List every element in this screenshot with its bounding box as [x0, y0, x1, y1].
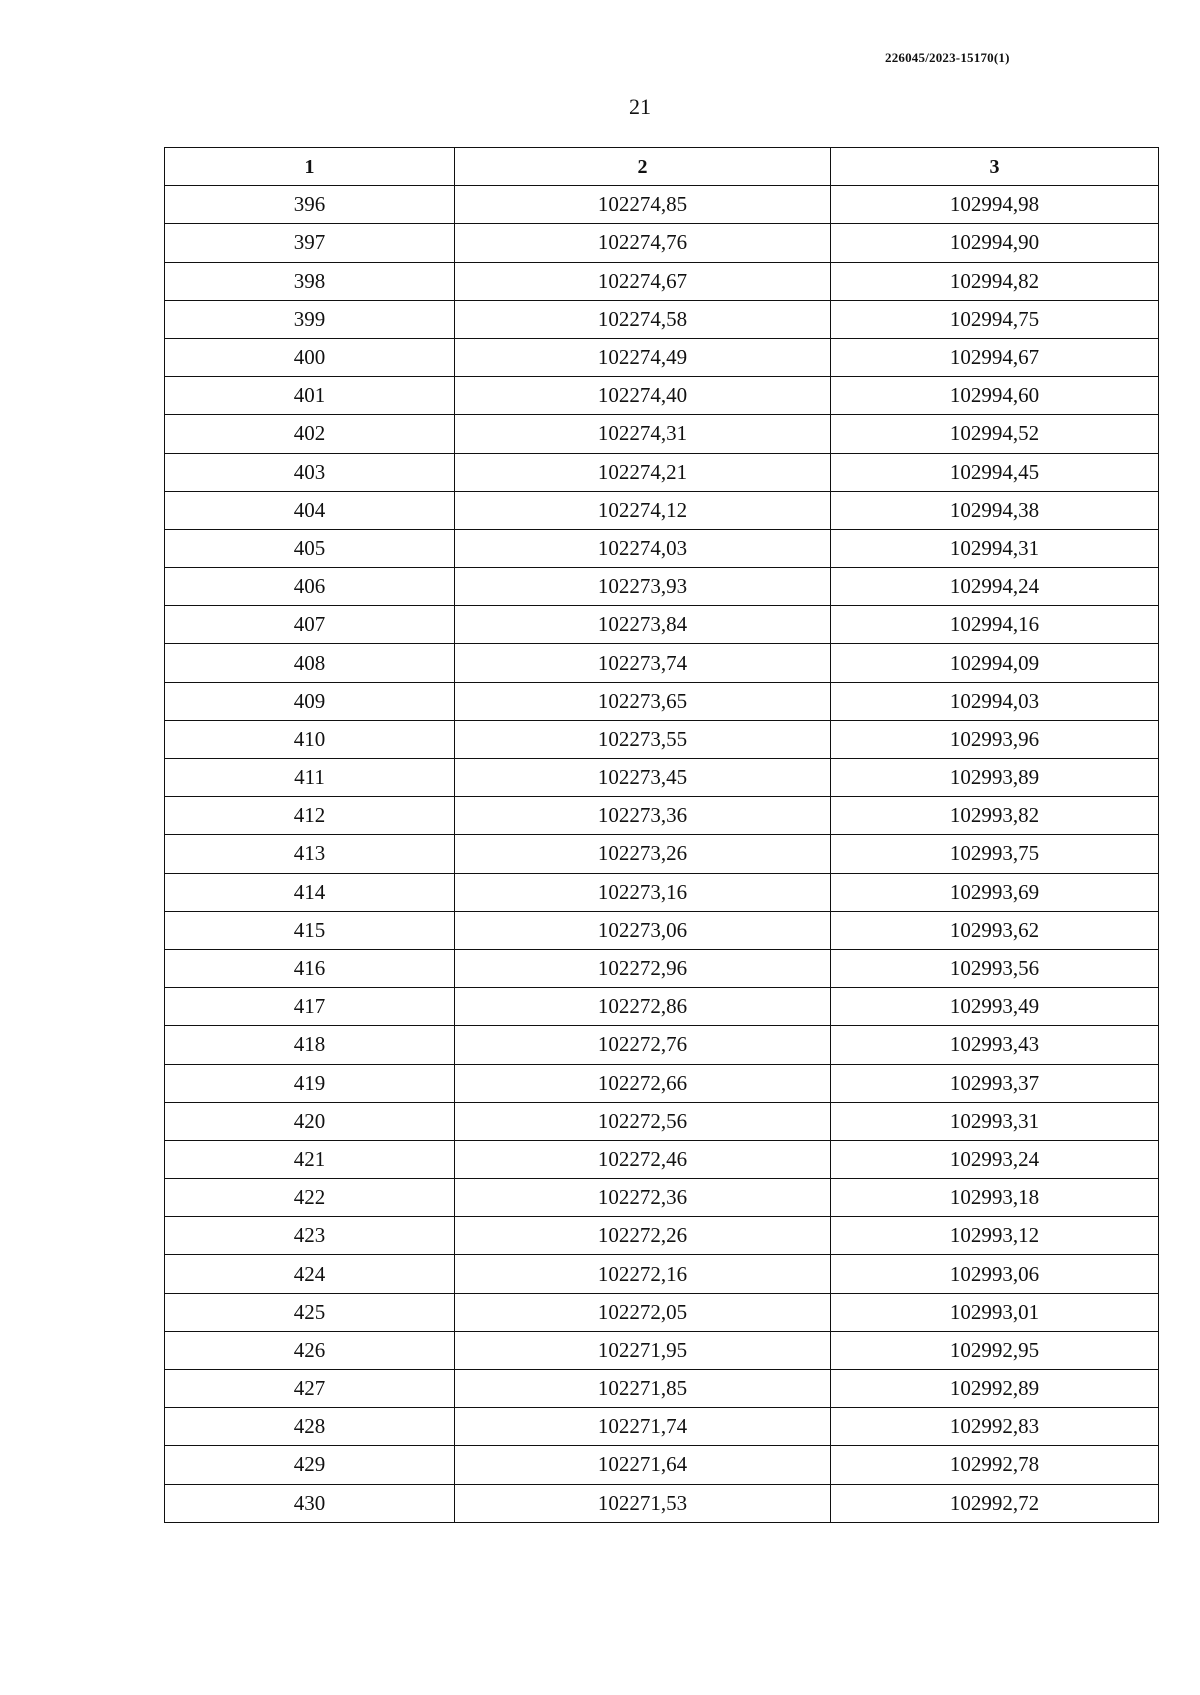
document-id: 226045/2023-15170(1) [885, 50, 1010, 65]
coordinate-y-cell: 102993,06 [831, 1255, 1159, 1293]
coordinate-x-cell: 102271,53 [455, 1484, 831, 1522]
table-row [165, 682, 1159, 720]
table-body [165, 186, 1159, 1523]
table-row [165, 911, 1159, 949]
coordinate-y-cell: 102994,24 [831, 568, 1159, 606]
coordinate-x-cell: 102272,66 [455, 1064, 831, 1102]
point-number-cell: 402 [165, 415, 455, 453]
point-number-cell: 429 [165, 1446, 455, 1484]
point-number-cell: 407 [165, 606, 455, 644]
coordinate-x-cell: 102272,16 [455, 1255, 831, 1293]
coordinate-y-cell: 102993,12 [831, 1217, 1159, 1255]
coordinate-y-cell: 102994,03 [831, 682, 1159, 720]
point-number-cell: 430 [165, 1484, 455, 1522]
coordinate-y-cell: 102992,95 [831, 1331, 1159, 1369]
coordinate-y-cell: 102994,38 [831, 491, 1159, 529]
table-row [165, 797, 1159, 835]
coordinate-y-cell: 102993,96 [831, 720, 1159, 758]
table-row [165, 988, 1159, 1026]
coordinates-table [164, 147, 1159, 1523]
point-number-cell: 420 [165, 1102, 455, 1140]
coordinate-x-cell: 102272,56 [455, 1102, 831, 1140]
point-number-cell: 397 [165, 224, 455, 262]
point-number-cell: 415 [165, 911, 455, 949]
point-number-cell: 398 [165, 262, 455, 300]
table-row [165, 338, 1159, 376]
point-number-cell: 396 [165, 186, 455, 224]
coordinate-x-cell: 102273,93 [455, 568, 831, 606]
table-row [165, 415, 1159, 453]
coordinate-y-cell: 102993,75 [831, 835, 1159, 873]
table-row [165, 262, 1159, 300]
coordinate-y-cell: 102994,98 [831, 186, 1159, 224]
point-number-cell: 414 [165, 873, 455, 911]
coordinate-x-cell: 102272,96 [455, 949, 831, 987]
table-row [165, 759, 1159, 797]
coordinate-x-cell: 102273,84 [455, 606, 831, 644]
coordinate-y-cell: 102994,75 [831, 300, 1159, 338]
coordinate-x-cell: 102274,76 [455, 224, 831, 262]
coordinate-x-cell: 102274,40 [455, 377, 831, 415]
table-row [165, 1370, 1159, 1408]
coordinate-x-cell: 102273,06 [455, 911, 831, 949]
column-header-1: 1 [165, 148, 455, 186]
table-row [165, 491, 1159, 529]
coordinate-x-cell: 102273,26 [455, 835, 831, 873]
coordinate-y-cell: 102994,31 [831, 529, 1159, 567]
point-number-cell: 427 [165, 1370, 455, 1408]
coordinate-x-cell: 102274,49 [455, 338, 831, 376]
coordinate-y-cell: 102992,72 [831, 1484, 1159, 1522]
point-number-cell: 418 [165, 1026, 455, 1064]
table-row [165, 1064, 1159, 1102]
coordinate-x-cell: 102274,31 [455, 415, 831, 453]
coordinate-y-cell: 102992,78 [831, 1446, 1159, 1484]
coordinate-x-cell: 102274,21 [455, 453, 831, 491]
point-number-cell: 428 [165, 1408, 455, 1446]
coordinate-y-cell: 102993,69 [831, 873, 1159, 911]
coordinate-y-cell: 102993,31 [831, 1102, 1159, 1140]
table-row [165, 1484, 1159, 1522]
coordinate-x-cell: 102273,45 [455, 759, 831, 797]
coordinate-x-cell: 102271,95 [455, 1331, 831, 1369]
coordinate-x-cell: 102273,65 [455, 682, 831, 720]
coordinate-x-cell: 102272,05 [455, 1293, 831, 1331]
point-number-cell: 408 [165, 644, 455, 682]
coordinate-x-cell: 102272,76 [455, 1026, 831, 1064]
coordinate-y-cell: 102992,89 [831, 1370, 1159, 1408]
coordinate-x-cell: 102274,58 [455, 300, 831, 338]
coordinate-y-cell: 102993,82 [831, 797, 1159, 835]
column-header-3: 3 [831, 148, 1159, 186]
coordinate-x-cell: 102271,85 [455, 1370, 831, 1408]
page-number: 21 [629, 94, 651, 119]
coordinate-x-cell: 102273,55 [455, 720, 831, 758]
table-row [165, 644, 1159, 682]
coordinate-y-cell: 102994,09 [831, 644, 1159, 682]
point-number-cell: 419 [165, 1064, 455, 1102]
coordinate-y-cell: 102993,56 [831, 949, 1159, 987]
coordinate-x-cell: 102273,36 [455, 797, 831, 835]
table-row [165, 835, 1159, 873]
point-number-cell: 406 [165, 568, 455, 606]
coordinate-y-cell: 102993,01 [831, 1293, 1159, 1331]
coordinate-x-cell: 102274,67 [455, 262, 831, 300]
table-row [165, 300, 1159, 338]
coordinate-y-cell: 102994,90 [831, 224, 1159, 262]
coordinate-y-cell: 102994,45 [831, 453, 1159, 491]
table-row [165, 529, 1159, 567]
header-row [165, 148, 1159, 186]
table-row [165, 1140, 1159, 1178]
coordinate-x-cell: 102274,12 [455, 491, 831, 529]
table-row [165, 1217, 1159, 1255]
coordinate-y-cell: 102994,67 [831, 338, 1159, 376]
table-row [165, 453, 1159, 491]
table-row [165, 1446, 1159, 1484]
point-number-cell: 403 [165, 453, 455, 491]
point-number-cell: 413 [165, 835, 455, 873]
point-number-cell: 423 [165, 1217, 455, 1255]
coordinate-x-cell: 102272,46 [455, 1140, 831, 1178]
table-row [165, 568, 1159, 606]
table-row [165, 1293, 1159, 1331]
point-number-cell: 405 [165, 529, 455, 567]
table-row [165, 186, 1159, 224]
point-number-cell: 416 [165, 949, 455, 987]
table-row [165, 1255, 1159, 1293]
point-number-cell: 426 [165, 1331, 455, 1369]
table-row [165, 949, 1159, 987]
coordinate-y-cell: 102993,62 [831, 911, 1159, 949]
table-row [165, 377, 1159, 415]
point-number-cell: 424 [165, 1255, 455, 1293]
table-row [165, 1026, 1159, 1064]
coordinate-y-cell: 102994,16 [831, 606, 1159, 644]
table-row [165, 224, 1159, 262]
point-number-cell: 409 [165, 682, 455, 720]
table-row [165, 720, 1159, 758]
coordinate-x-cell: 102273,74 [455, 644, 831, 682]
point-number-cell: 410 [165, 720, 455, 758]
point-number-cell: 412 [165, 797, 455, 835]
table-row [165, 606, 1159, 644]
coordinate-y-cell: 102994,82 [831, 262, 1159, 300]
coordinate-x-cell: 102271,64 [455, 1446, 831, 1484]
point-number-cell: 399 [165, 300, 455, 338]
table-header [165, 148, 1159, 186]
coordinate-x-cell: 102273,16 [455, 873, 831, 911]
table-row [165, 1179, 1159, 1217]
table-row [165, 1102, 1159, 1140]
coordinate-y-cell: 102992,83 [831, 1408, 1159, 1446]
coordinate-y-cell: 102993,24 [831, 1140, 1159, 1178]
coordinate-y-cell: 102993,49 [831, 988, 1159, 1026]
coordinate-x-cell: 102272,86 [455, 988, 831, 1026]
coordinate-y-cell: 102994,60 [831, 377, 1159, 415]
coordinate-x-cell: 102274,03 [455, 529, 831, 567]
table-row [165, 873, 1159, 911]
point-number-cell: 421 [165, 1140, 455, 1178]
point-number-cell: 401 [165, 377, 455, 415]
coordinate-x-cell: 102272,36 [455, 1179, 831, 1217]
coordinate-y-cell: 102993,18 [831, 1179, 1159, 1217]
point-number-cell: 400 [165, 338, 455, 376]
coordinate-x-cell: 102274,85 [455, 186, 831, 224]
point-number-cell: 417 [165, 988, 455, 1026]
coordinate-y-cell: 102993,43 [831, 1026, 1159, 1064]
coordinate-y-cell: 102994,52 [831, 415, 1159, 453]
table-row [165, 1408, 1159, 1446]
coordinate-x-cell: 102272,26 [455, 1217, 831, 1255]
point-number-cell: 404 [165, 491, 455, 529]
coordinate-y-cell: 102993,89 [831, 759, 1159, 797]
point-number-cell: 425 [165, 1293, 455, 1331]
coordinate-x-cell: 102271,74 [455, 1408, 831, 1446]
coordinate-y-cell: 102993,37 [831, 1064, 1159, 1102]
table-row [165, 1331, 1159, 1369]
point-number-cell: 411 [165, 759, 455, 797]
column-header-2: 2 [455, 148, 831, 186]
point-number-cell: 422 [165, 1179, 455, 1217]
